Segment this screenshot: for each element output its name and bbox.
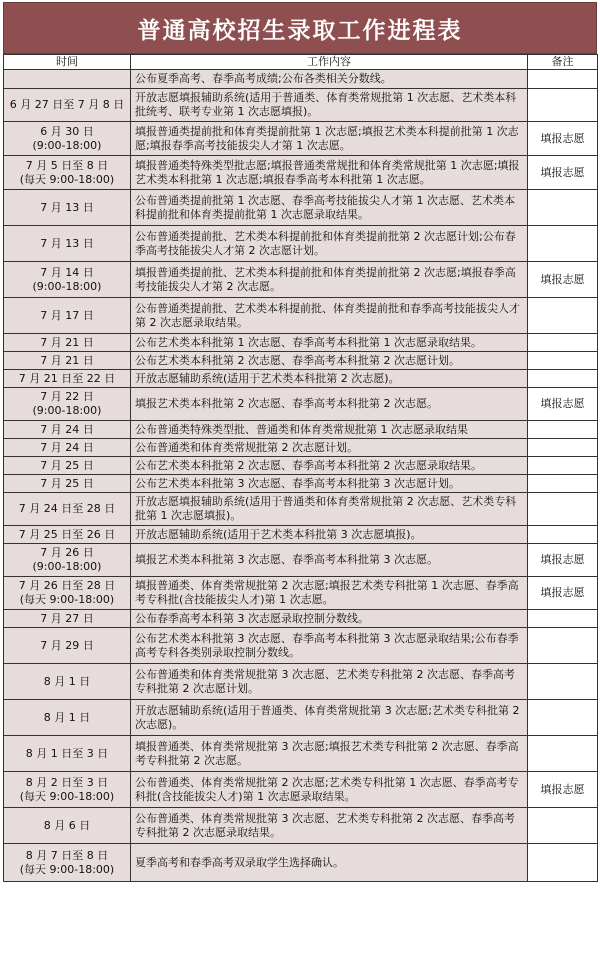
cell-content: 公布普通类和体育类常规批第 2 次志愿计划。 (131, 439, 528, 457)
cell-content: 公布春季高考本科第 3 次志愿录取控制分数线。 (131, 610, 528, 628)
table-row (4, 457, 598, 475)
table-row (4, 370, 598, 388)
cell-note (528, 370, 598, 388)
cell-time (4, 439, 131, 457)
cell-content: 公布艺术类本科批第 3 次志愿、春季高考本科批第 3 次志愿录取结果;公布春季高考专科各类别录取控制分数线。 (131, 628, 528, 664)
cell-content: 开放志愿辅助系统(适用于普通类、体育类常规批第 3 次志愿;艺术类专科批第 2 次志愿)。 (131, 700, 528, 736)
table-row (4, 226, 598, 262)
table-row (4, 475, 598, 493)
cell-time (4, 421, 131, 439)
cell-note (528, 298, 598, 334)
cell-content: 公布普通类、体育类常规批第 2 次志愿;艺术类专科批第 1 次志愿、春季高考专科批(含技能拔尖人才)第 1 次志愿录取结果。 (131, 772, 528, 808)
time-line: 8 月 7 日至 8 日 (25, 848, 109, 862)
cell-note (528, 89, 598, 122)
cell-note (528, 457, 598, 475)
time-line: 7 月 13 日 (40, 236, 94, 250)
cell-content: 填报普通类提前批、艺术类本科提前批和体育类提前批第 2 次志愿;填报春季高考技能拔尖人才第 2 次志愿。 (131, 262, 528, 298)
cell-content: 填报普通类特殊类型批志愿;填报普通类常规批和体育类常规批第 1 次志愿;填报艺术类本科批第 1 次志愿;填报春季高考本科批第 1 次志愿。 (131, 156, 528, 190)
cell-time (4, 122, 131, 156)
cell-content: 公布夏季高考、春季高考成绩;公布各类相关分数线。 (131, 70, 528, 89)
time-line: 7 月 26 日 (40, 546, 94, 559)
cell-time (4, 628, 131, 664)
cell-note: 填报志愿 (528, 388, 598, 421)
header-content: 工作内容 (131, 55, 528, 70)
cell-note (528, 475, 598, 493)
table-row (4, 700, 598, 736)
table-row (4, 421, 598, 439)
cell-content: 公布普通类和体育类常规批第 3 次志愿、艺术类专科批第 2 次志愿、春季高考专科批第 2 次志愿计划。 (131, 664, 528, 700)
cell-content: 公布普通类特殊类型批、普通类和体育类常规批第 1 次志愿录取结果 (131, 421, 528, 439)
cell-content: 公布普通类提前批、艺术类本科提前批、体育类提前批和春季高考技能拔尖人才第 2 次志愿录取结果。 (131, 298, 528, 334)
time-line: 7 月 13 日 (40, 200, 94, 214)
table-row (4, 736, 598, 772)
cell-content: 公布艺术类本科批第 2 次志愿、春季高考本科批第 2 次志愿录取结果。 (131, 457, 528, 475)
table-row (4, 493, 598, 526)
cell-note (528, 421, 598, 439)
time-line: 8 月 1 日 (43, 710, 91, 724)
cell-content: 公布艺术类本科批第 2 次志愿、春季高考本科批第 2 次志愿计划。 (131, 352, 528, 370)
cell-time (4, 190, 131, 226)
cell-note (528, 190, 598, 226)
cell-time (4, 156, 131, 190)
time-line: (每天 9:00-18:00) (19, 172, 115, 186)
time-line: 7 月 24 日至 28 日 (18, 502, 116, 515)
cell-note (528, 808, 598, 844)
table-row (4, 388, 598, 421)
time-line: 7 月 17 日 (40, 308, 94, 322)
time-line: (9:00-18:00) (32, 404, 102, 417)
time-line: 7 月 29 日 (40, 638, 94, 652)
cell-time (4, 334, 131, 352)
cell-time (4, 808, 131, 844)
cell-content: 公布普通类提前批、艺术类本科提前批和体育类提前批第 2 次志愿计划;公布春季高考技能拔尖人才第 2 次志愿计划。 (131, 226, 528, 262)
cell-time (4, 772, 131, 808)
cell-content: 填报艺术类本科批第 3 次志愿、春季高考本科批第 3 次志愿。 (131, 544, 528, 577)
cell-content: 公布艺术类本科批第 1 次志愿、春季高考本科批第 1 次志愿录取结果。 (131, 334, 528, 352)
time-line: 7 月 21 日 (40, 335, 94, 349)
table-row (4, 772, 598, 808)
cell-time (4, 457, 131, 475)
header-note: 备注 (528, 55, 598, 70)
cell-time (4, 388, 131, 421)
time-line: 8 月 6 日 (43, 818, 91, 832)
cell-note: 填报志愿 (528, 262, 598, 298)
cell-note (528, 700, 598, 736)
table-row (4, 577, 598, 610)
time-line: 7 月 21 日 (40, 353, 94, 367)
table-header-row (4, 55, 598, 70)
time-line: 7 月 27 日 (40, 611, 94, 625)
schedule-table (3, 54, 598, 882)
cell-time (4, 544, 131, 577)
cell-time (4, 700, 131, 736)
cell-note: 填报志愿 (528, 122, 598, 156)
time-line: 8 月 1 日至 3 日 (25, 746, 109, 760)
cell-note: 填报志愿 (528, 156, 598, 190)
cell-time (4, 70, 131, 89)
time-line: 6 月 30 日 (40, 124, 94, 138)
cell-note (528, 439, 598, 457)
cell-time (4, 370, 131, 388)
cell-note (528, 526, 598, 544)
time-line: (每天 9:00-18:00) (19, 789, 115, 803)
cell-note (528, 610, 598, 628)
time-line: 7 月 25 日至 26 日 (18, 527, 116, 541)
table-row (4, 262, 598, 298)
table-row (4, 122, 598, 156)
time-line: 7 月 25 日 (40, 476, 94, 490)
time-line: 7 月 5 日至 8 日 (25, 158, 109, 172)
table-row (4, 628, 598, 664)
cell-note (528, 736, 598, 772)
cell-time (4, 226, 131, 262)
cell-note: 填报志愿 (528, 772, 598, 808)
cell-note (528, 226, 598, 262)
time-line: 6 月 27 日至 7 月 8 日 (9, 98, 125, 111)
cell-content: 开放志愿填报辅助系统(适用于普通类、体育类常规批第 1 次志愿、艺术类本科批统考、联考专业第 1 次志愿填报)。 (131, 89, 528, 122)
time-line: (9:00-18:00) (32, 138, 102, 152)
cell-content: 填报普通类、体育类常规批第 2 次志愿;填报艺术类专科批第 1 次志愿、春季高考专科批(含技能拔尖人才)第 1 次志愿。 (131, 577, 528, 610)
table-row (4, 334, 598, 352)
time-line: 7 月 24 日 (40, 422, 94, 436)
table-row (4, 156, 598, 190)
cell-time (4, 526, 131, 544)
cell-content: 开放志愿辅助系统(适用于艺术类本科批第 3 次志愿填报)。 (131, 526, 528, 544)
table-row (4, 844, 598, 882)
page-title: 普通高校招生录取工作进程表 (3, 2, 597, 54)
cell-time (4, 664, 131, 700)
cell-note (528, 493, 598, 526)
time-line: 7 月 26 日至 28 日 (18, 579, 116, 592)
cell-time (4, 89, 131, 122)
cell-note (528, 352, 598, 370)
table-row (4, 70, 598, 89)
cell-content: 公布艺术类本科批第 3 次志愿、春季高考本科批第 3 次志愿计划。 (131, 475, 528, 493)
cell-time (4, 475, 131, 493)
time-line: 8 月 1 日 (43, 674, 91, 688)
time-line: (每天 9:00-18:00) (19, 593, 115, 606)
cell-note (528, 664, 598, 700)
cell-note (528, 334, 598, 352)
table-row (4, 298, 598, 334)
cell-time (4, 352, 131, 370)
cell-time (4, 736, 131, 772)
cell-note (528, 844, 598, 882)
cell-content: 填报艺术类本科批第 2 次志愿、春季高考本科批第 2 次志愿。 (131, 388, 528, 421)
table-row (4, 439, 598, 457)
table-row (4, 526, 598, 544)
table-row (4, 808, 598, 844)
time-line: 7 月 21 日至 22 日 (18, 371, 116, 385)
schedule-sheet (3, 2, 597, 882)
table-row (4, 89, 598, 122)
table-row (4, 664, 598, 700)
time-line: 7 月 25 日 (40, 458, 94, 472)
table-row (4, 610, 598, 628)
table-row (4, 544, 598, 577)
header-time: 时间 (4, 55, 131, 70)
table-row (4, 190, 598, 226)
cell-note: 填报志愿 (528, 544, 598, 577)
cell-time (4, 298, 131, 334)
cell-content: 填报普通类提前批和体育类提前批第 1 次志愿;填报艺术类本科提前批第 1 次志愿;填报春季高考技能拔尖人才第 1 次志愿。 (131, 122, 528, 156)
cell-time (4, 262, 131, 298)
cell-note: 填报志愿 (528, 577, 598, 610)
time-line: 8 月 2 日至 3 日 (25, 775, 109, 789)
time-line: (每天 9:00-18:00) (19, 862, 115, 876)
time-line: 7 月 24 日 (40, 440, 94, 454)
cell-content: 夏季高考和春季高考双录取学生选择确认。 (131, 844, 528, 882)
cell-time (4, 844, 131, 882)
table-row (4, 352, 598, 370)
time-line: (9:00-18:00) (32, 279, 102, 293)
cell-content: 开放志愿辅助系统(适用于艺术类本科批第 2 次志愿)。 (131, 370, 528, 388)
cell-time (4, 610, 131, 628)
cell-note (528, 70, 598, 89)
time-line: (9:00-18:00) (32, 560, 102, 573)
cell-content: 开放志愿填报辅助系统(适用于普通类和体育类常规批第 2 次志愿、艺术类专科批第 1 次志愿填报)。 (131, 493, 528, 526)
time-line: 7 月 14 日 (40, 265, 94, 279)
time-line: 7 月 22 日 (40, 390, 94, 403)
cell-content: 填报普通类、体育类常规批第 3 次志愿;填报艺术类专科批第 2 次志愿、春季高考专科批第 2 次志愿。 (131, 736, 528, 772)
cell-time (4, 493, 131, 526)
cell-time (4, 577, 131, 610)
cell-content: 公布普通类、体育类常规批第 3 次志愿、艺术类专科批第 2 次志愿、春季高考专科批第 2 次志愿录取结果。 (131, 808, 528, 844)
cell-content: 公布普通类提前批第 1 次志愿、春季高考技能拔尖人才第 1 次志愿、艺术类本科提前批和体育类提前批第 1 次志愿录取结果。 (131, 190, 528, 226)
cell-note (528, 628, 598, 664)
